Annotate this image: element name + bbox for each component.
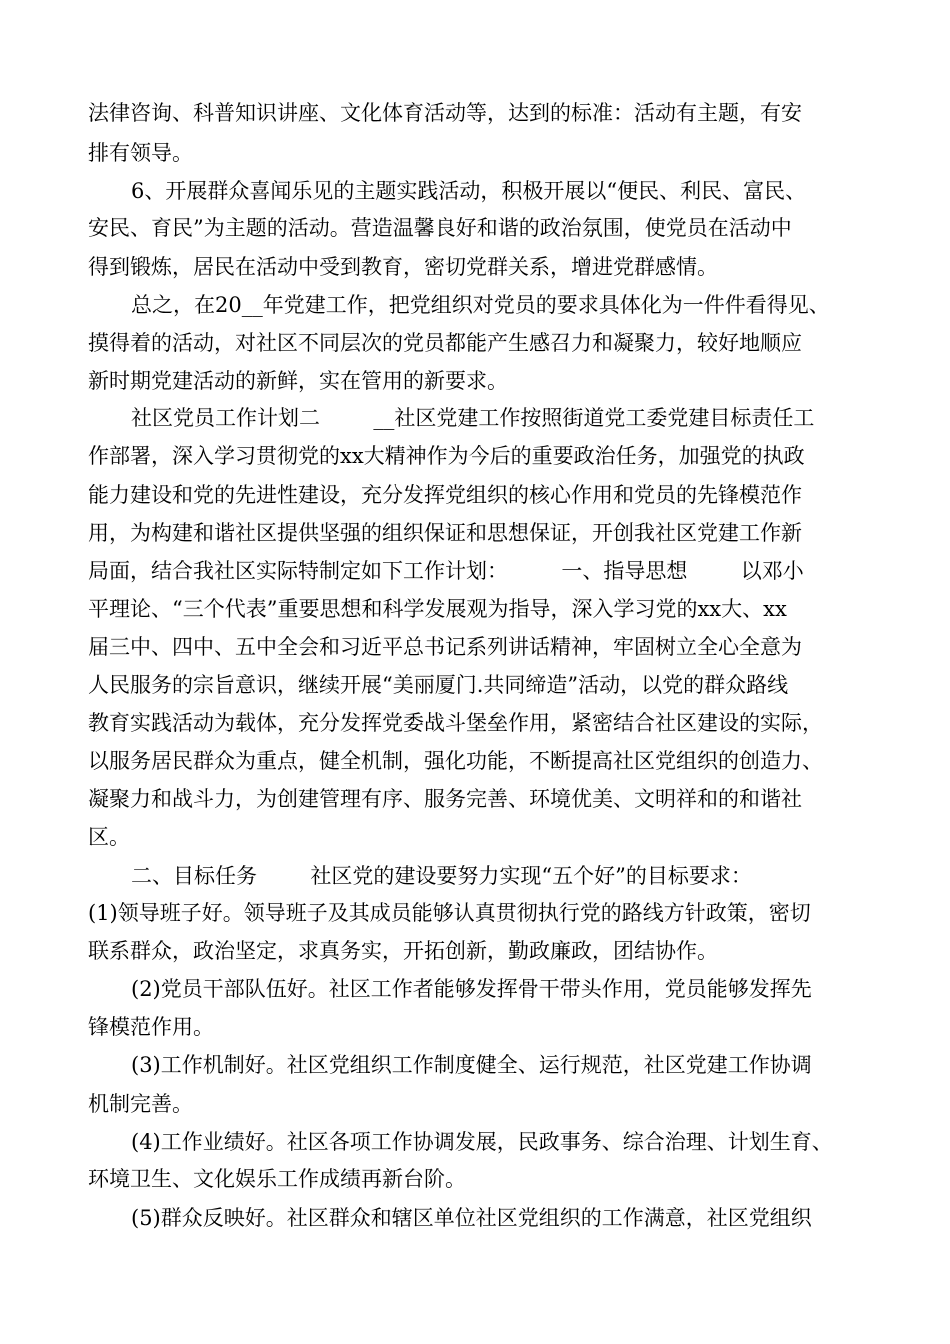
text-line: 排有领导。: [88, 141, 193, 165]
text-line: 局面，结合我社区实际特制定如下工作计划： 一、指导思想 以邓小: [88, 559, 804, 583]
text-line: 得到锻炼，居民在活动中受到教育，密切党群关系，增进党群感情。: [88, 255, 718, 279]
text-line: (5)群众反映好。社区群众和辖区单位社区党组织的工作满意，社区党组织: [131, 1206, 812, 1230]
text-line: 安民、育民”为主题的活动。营造温馨良好和谐的政治氛围，使党员在活动中: [88, 216, 792, 240]
text-line: 摸得着的活动，对社区不同层次的党员都能产生感召力和凝聚力，较好地顺应: [88, 331, 802, 355]
text-line: 人民服务的宗旨意识，继续开展“美丽厦门.共同缔造”活动，以党的群众路线: [88, 673, 789, 697]
text-line: (3)工作机制好。社区党组织工作制度健全、运行规范，社区党建工作协调: [131, 1053, 812, 1077]
text-line: 届三中、四中、五中全会和习近平总书记系列讲话精神，牢固树立全心全意为: [88, 635, 802, 659]
text-line: 凝聚力和战斗力，为创建管理有序、服务完善、环境优美、文明祥和的和谐社: [88, 787, 802, 811]
text-line: 区。: [88, 825, 130, 849]
text-line: (2)党员干部队伍好。社区工作者能够发挥骨干带头作用，党员能够发挥先: [131, 977, 812, 1001]
text-line: (1)领导班子好。领导班子及其成员能够认真贯彻执行党的路线方针政策，密切: [88, 901, 811, 925]
text-line: 6、开展群众喜闻乐见的主题实践活动，积极开展以“便民、利民、富民、: [131, 179, 807, 203]
text-line: 总之，在20__年党建工作，把党组织对党员的要求具体化为一件件看得见、: [131, 293, 830, 317]
text-line: 法律咨询、科普知识讲座、文化体育活动等，达到的标准：活动有主题，有安: [88, 101, 802, 125]
text-line: 能力建设和党的先进性建设，充分发挥党组织的核心作用和党员的先锋模范作: [88, 483, 802, 507]
text-line: 用，为构建和谐社区提供坚强的组织保证和思想保证，开创我社区党建工作新: [88, 521, 802, 545]
text-line: 教育实践活动为载体，充分发挥党委战斗堡垒作用，紧密结合社区建设的实际，: [88, 711, 823, 735]
text-line: 新时期党建活动的新鲜，实在管用的新要求。: [88, 369, 508, 393]
text-line: 机制完善。: [88, 1092, 193, 1116]
text-line: 作部署，深入学习贯彻党的xx大精神作为今后的重要政治任务，加强党的执政: [88, 444, 805, 468]
text-line: 社区党员工作计划二 __社区党建工作按照街道党工委党建目标责任工: [131, 406, 815, 430]
text-line: 二、目标任务 社区党的建设要努力实现“五个好”的目标要求：: [131, 864, 752, 888]
text-line: 联系群众，政治坚定，求真务实，开拓创新，勤政廉政，团结协作。: [88, 939, 718, 963]
text-line: 环境卫生、文化娱乐工作成绩再新台阶。: [88, 1167, 466, 1191]
text-line: 锋模范作用。: [88, 1015, 214, 1039]
text-line: (4)工作业绩好。社区各项工作协调发展，民政事务、综合治理、计划生育、: [131, 1130, 833, 1154]
text-line: 以服务居民群众为重点，健全机制，强化功能，不断提高社区党组织的创造力、: [88, 749, 823, 773]
text-line: 平理论、“三个代表”重要思想和科学发展观为指导，深入学习党的xx大、xx: [88, 597, 787, 621]
